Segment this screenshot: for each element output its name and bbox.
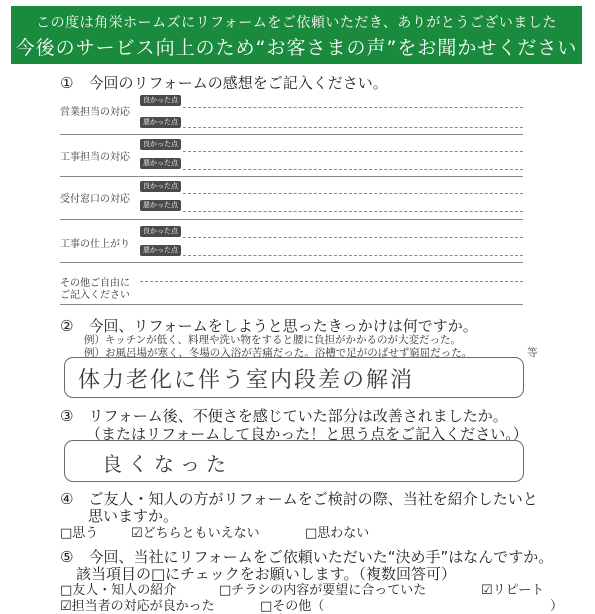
header-thanks: この度は角栄ホームズにリフォームをご依頼いただき、ありがとうございました [36, 15, 557, 31]
row-divider [60, 262, 523, 263]
good-point-badge: 良かった点 [140, 181, 181, 192]
answer-line [183, 193, 523, 194]
header-title: 今後のサービス向上のため“お客さまの声”をお聞かせください [15, 37, 578, 59]
survey-header [11, 6, 582, 64]
q5-option-flyer[interactable]: □チラシの内容が要望に合っていた [219, 583, 427, 598]
row-label-sales: 営業担当の対応 [60, 107, 130, 118]
q3-title: ③ リフォーム後、不便さを感じていた部分は改善されましたか。 [60, 407, 508, 425]
q1-title: ① 今回のリフォームの感想をご記入ください。 [60, 74, 388, 92]
q2-example-1: 例）キッチンが低く、料理や洗い物をすると腰に負担がかかるのが大変だった。 [84, 334, 462, 346]
q5-option-other[interactable]: □その他（ [260, 599, 325, 614]
q5-option-staff[interactable]: ☑担当者の対応が良かった [60, 599, 215, 614]
row-label-reception: 受付窓口の対応 [60, 194, 130, 205]
q3-handwritten-answer: 良くなった [102, 452, 232, 476]
q2-etc: 等 [527, 347, 538, 359]
q5-title-2: 該当項目の□にチェックをお願いします。（複数回答可） [76, 565, 457, 583]
q4-option-no[interactable]: □思わない [305, 526, 370, 541]
answer-line [183, 107, 523, 108]
bad-point-badge: 悪かった点 [140, 245, 181, 256]
row-label-finish: 工事の仕上がり [60, 239, 130, 250]
q4-option-yes[interactable]: □思う [60, 526, 99, 541]
bad-point-badge: 悪かった点 [140, 200, 181, 211]
row-divider [60, 219, 523, 220]
q5-option-referral[interactable]: □友人・知人の紹介 [60, 583, 177, 598]
row-label-construction: 工事担当の対応 [60, 152, 130, 163]
q2-handwritten-answer: 体力老化に伴う室内段差の解消 [78, 368, 415, 393]
answer-line [183, 255, 523, 256]
bad-point-badge: 悪かった点 [140, 117, 181, 128]
q2-example-2: 例）お風呂場が寒く、冬場の入浴が苦痛だった。浴槽で足がのばせず窮屈だった。 [84, 347, 473, 359]
row-divider [60, 176, 523, 177]
q5-title: ⑤ 今回、当社にリフォームをご依頼いただいた“決め手”はなんですか。 [60, 548, 554, 566]
q4-title-2: 思いますか。 [88, 507, 179, 525]
answer-line [183, 237, 523, 238]
answer-line [183, 211, 523, 212]
answer-line [183, 127, 523, 128]
q3-subtitle: （またはリフォームして良かった！と思う点をご記入ください。） [86, 425, 528, 443]
other-label: その他ご自由に [60, 278, 130, 289]
q4-option-neutral[interactable]: ☑どちらともいえない [131, 526, 260, 541]
answer-line [183, 169, 523, 170]
bad-point-badge: 悪かった点 [140, 158, 181, 169]
answer-line [183, 151, 523, 152]
answer-line [140, 281, 523, 282]
row-divider [60, 304, 523, 305]
other-label-2: ご記入ください [60, 290, 130, 301]
good-point-badge: 良かった点 [140, 95, 181, 106]
row-divider [60, 134, 523, 135]
good-point-badge: 良かった点 [140, 139, 181, 150]
q5-other-close-paren: ） [550, 599, 564, 614]
q2-title: ② 今回、リフォームをしようと思ったきっかけは何ですか。 [60, 317, 478, 335]
q5-option-repeat[interactable]: ☑リピート [481, 583, 545, 598]
good-point-badge: 良かった点 [140, 226, 181, 237]
q4-title: ④ ご友人・知人の方がリフォームをご検討の際、当社を紹介したいと [60, 490, 538, 508]
